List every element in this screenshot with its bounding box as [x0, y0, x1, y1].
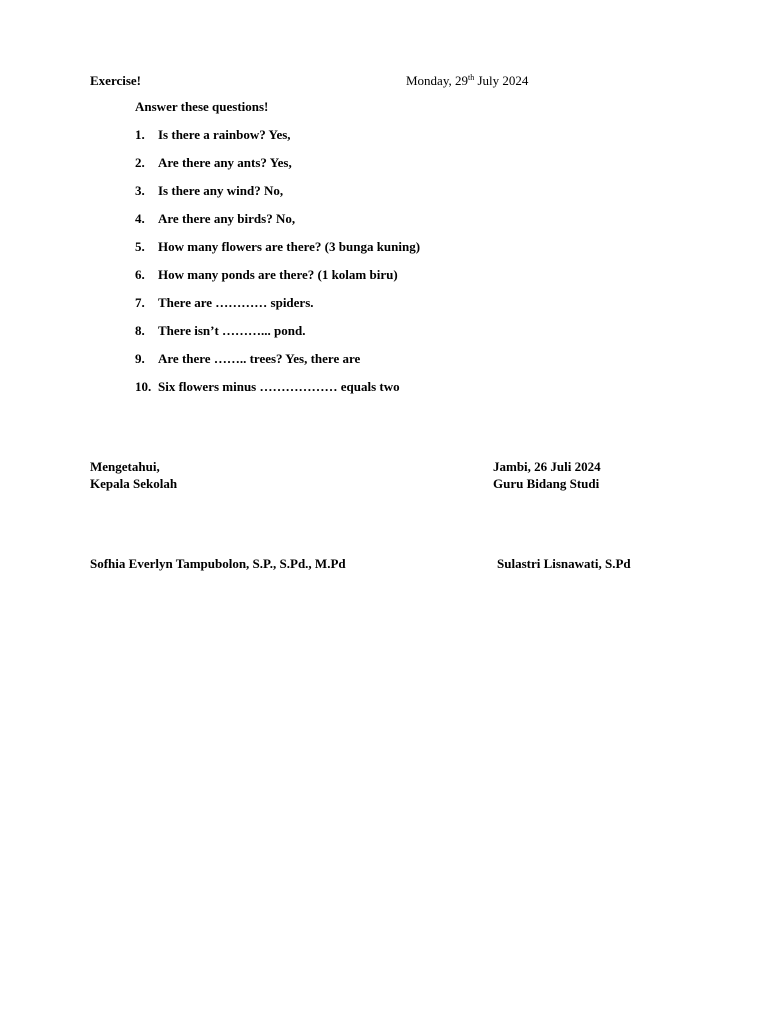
question-number: 3.: [135, 183, 145, 198]
question-text: Are there any ants? Yes,: [158, 155, 292, 170]
question-number: 7.: [135, 295, 145, 310]
teacher-name: Sulastri Lisnawati, S.Pd: [497, 556, 631, 571]
question-number: 4.: [135, 211, 145, 226]
teacher-title: Guru Bidang Studi: [493, 476, 600, 491]
question-number: 5.: [135, 239, 145, 254]
exercise-title: Exercise!: [90, 73, 142, 88]
acknowledgement-label: Mengetahui,: [90, 459, 160, 474]
question-number: 6.: [135, 267, 145, 282]
date-ordinal-suffix: th: [468, 73, 475, 82]
question-text: How many flowers are there? (3 bunga kuning): [158, 239, 421, 254]
date-prefix: Monday, 29: [406, 73, 468, 88]
question-text: Six flowers minus ……………… equals two: [158, 379, 400, 394]
document-date: [406, 73, 528, 88]
question-text: Are there …….. trees? Yes, there are: [158, 351, 361, 366]
question-text: Is there any wind? No,: [158, 183, 284, 198]
question-number: 8.: [135, 323, 145, 338]
question-number: 10.: [135, 379, 152, 394]
instruction-text: Answer these questions!: [135, 99, 269, 114]
place-date: Jambi, 26 Juli 2024: [493, 459, 601, 474]
question-number: 1.: [135, 127, 145, 142]
question-number: 2.: [135, 155, 145, 170]
question-text: Are there any birds? No,: [158, 211, 296, 226]
question-text: Is there a rainbow? Yes,: [158, 127, 291, 142]
question-text: There isn’t ………... pond.: [158, 323, 306, 338]
principal-title: Kepala Sekolah: [90, 476, 178, 491]
principal-name: Sofhia Everlyn Tampubolon, S.P., S.Pd., M.Pd: [90, 556, 346, 571]
question-number: 9.: [135, 351, 145, 366]
question-text: How many ponds are there? (1 kolam biru): [158, 267, 398, 282]
question-text: There are ………… spiders.: [158, 295, 314, 310]
date-rest: July 2024: [474, 73, 529, 88]
